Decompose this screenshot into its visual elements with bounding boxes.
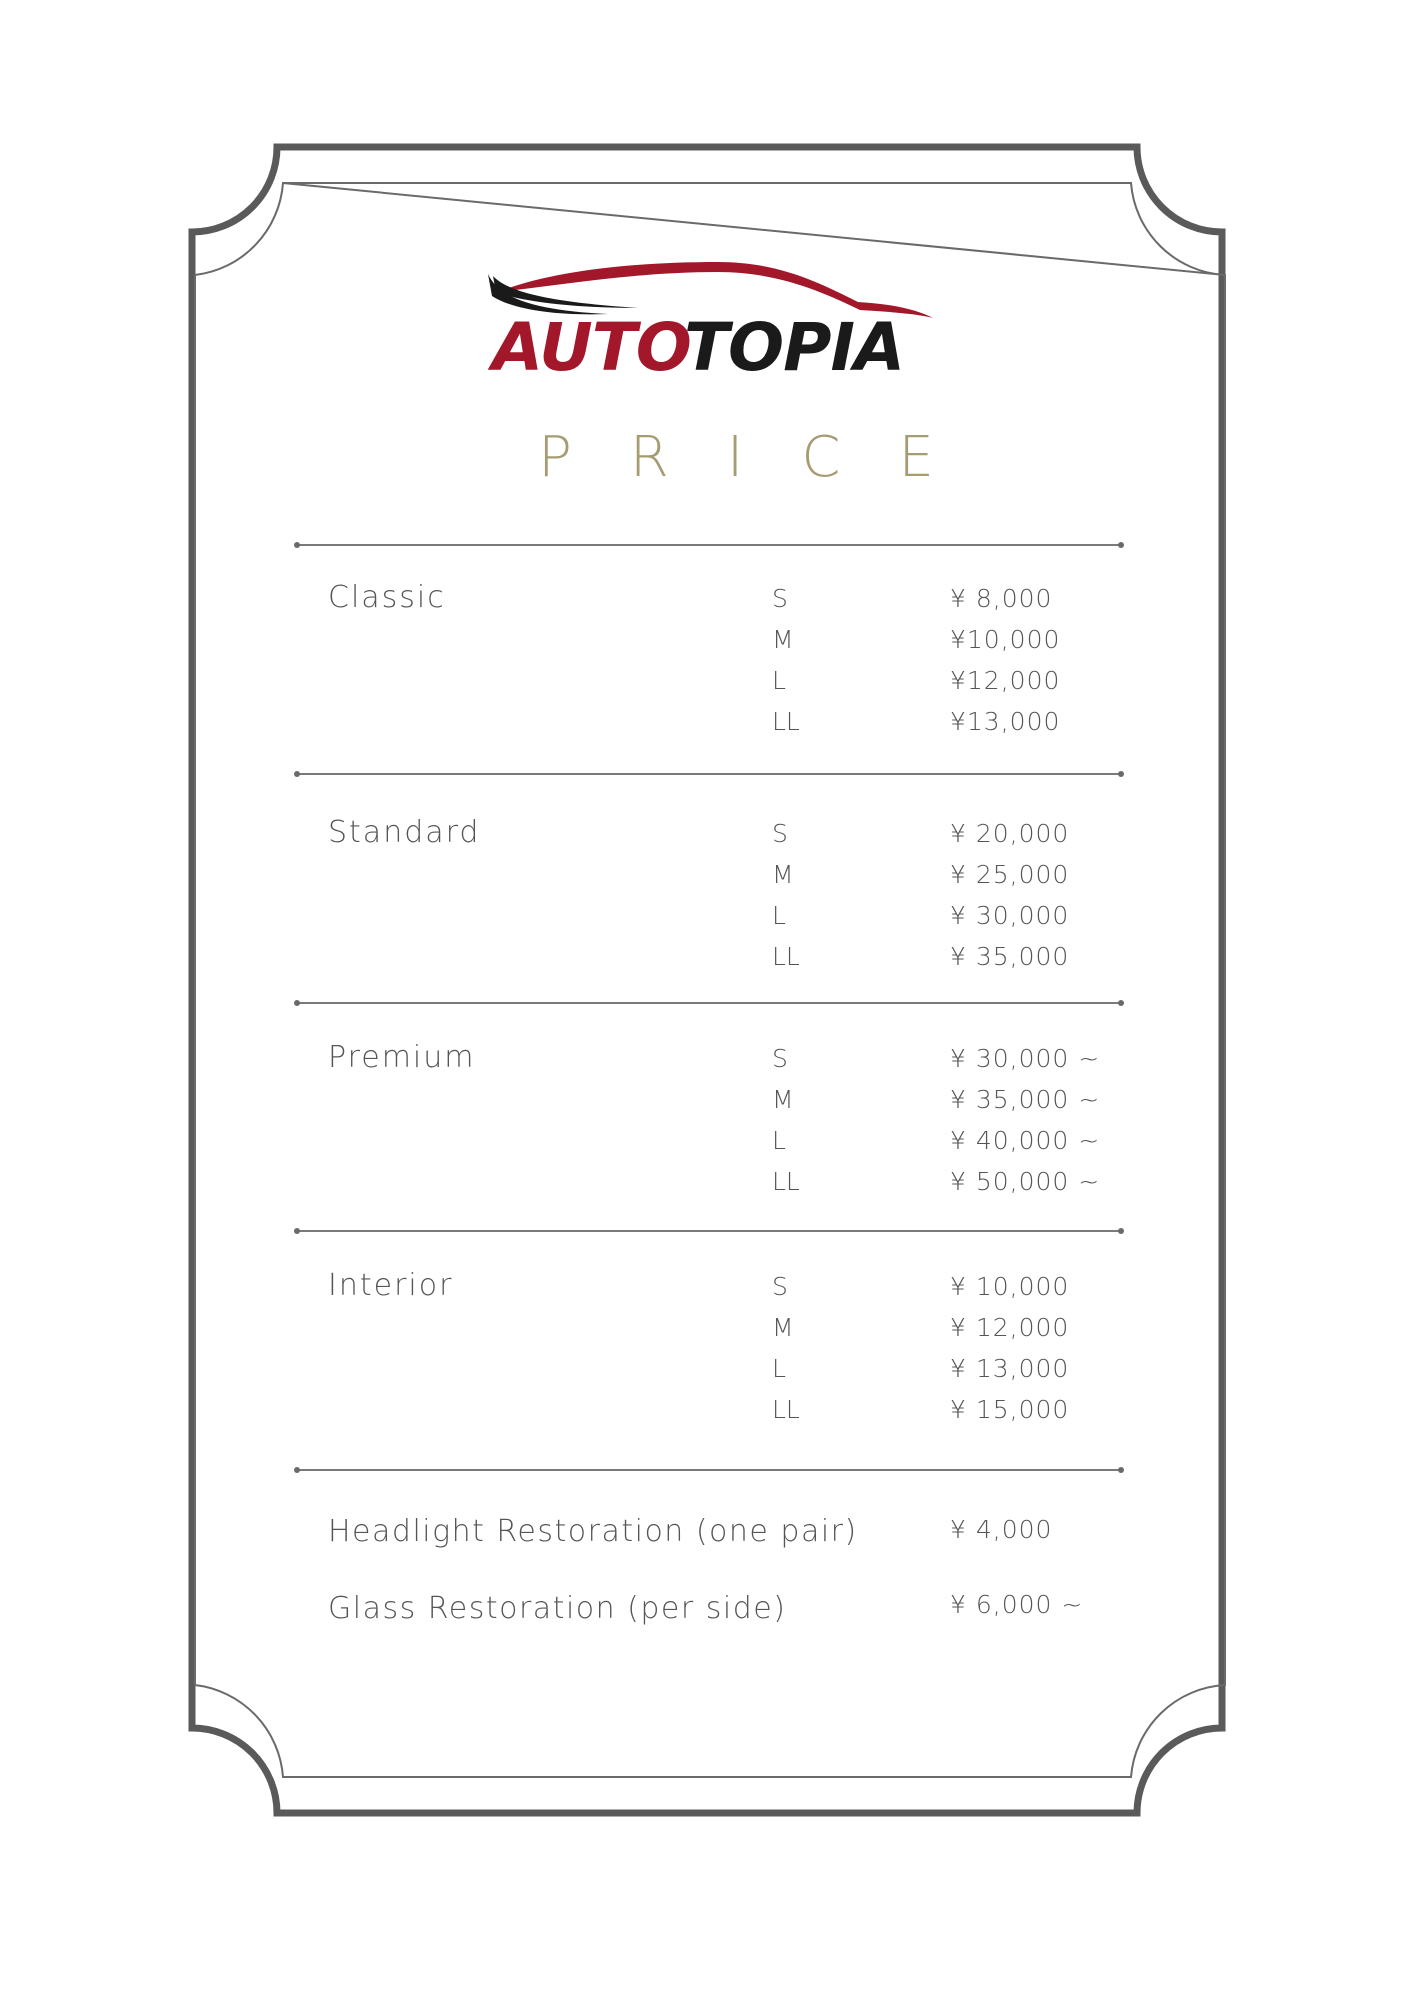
category-name: Interior (328, 1268, 454, 1303)
extra-service-name: Headlight Restoration (one pair) (328, 1514, 858, 1549)
extra-service-price: ¥ 4,000 (950, 1515, 1053, 1544)
price-row (0, 619, 1414, 660)
price-value: ¥ 8,000 (950, 584, 1053, 613)
price-row (0, 1266, 1414, 1307)
price-row (0, 1348, 1414, 1389)
price-row (0, 813, 1414, 854)
section-divider (296, 1469, 1122, 1471)
price-value: ¥12,000 (950, 666, 1061, 695)
price-value: ¥ 10,000 (950, 1272, 1070, 1301)
size-label: LL (772, 1395, 800, 1424)
section-divider (296, 1230, 1122, 1232)
price-value: ¥ 25,000 (950, 860, 1070, 889)
price-row (0, 1079, 1414, 1120)
price-value: ¥ 30,000 ~ (950, 1044, 1101, 1073)
size-label: L (772, 666, 786, 695)
size-label: LL (772, 942, 800, 971)
price-row (0, 1038, 1414, 1079)
price-row (0, 578, 1414, 619)
category-name: Classic (328, 580, 446, 615)
price-value: ¥ 40,000 ~ (950, 1126, 1101, 1155)
price-value: ¥ 50,000 ~ (950, 1167, 1101, 1196)
section-divider (296, 773, 1122, 775)
section-divider (296, 544, 1122, 546)
page-title: PRICE (538, 425, 992, 490)
price-row (0, 1307, 1414, 1348)
price-row (0, 854, 1414, 895)
price-row (0, 936, 1414, 977)
price-value: ¥ 35,000 (950, 942, 1070, 971)
price-value: ¥ 30,000 (950, 901, 1070, 930)
price-row (0, 895, 1414, 936)
price-value: ¥ 12,000 (950, 1313, 1070, 1342)
price-value: ¥ 35,000 ~ (950, 1085, 1101, 1114)
logo-text-topia: TOPIA (684, 309, 905, 382)
size-label: S (772, 1044, 788, 1073)
extra-service-price: ¥ 6,000 ~ (950, 1590, 1084, 1619)
price-value: ¥ 20,000 (950, 819, 1070, 848)
size-label: LL (772, 1167, 800, 1196)
price-row (0, 1120, 1414, 1161)
autotopia-logo (488, 262, 938, 382)
outer-frame-border (192, 147, 1222, 1813)
size-label: L (772, 1354, 786, 1383)
size-label: LL (772, 707, 800, 736)
category-name: Premium (328, 1040, 476, 1075)
size-label: M (772, 625, 794, 654)
price-value: ¥10,000 (950, 625, 1061, 654)
section-divider (296, 1002, 1122, 1004)
size-label: M (772, 1313, 794, 1342)
price-row (0, 1161, 1414, 1202)
price-row (0, 660, 1414, 701)
price-row (0, 701, 1414, 742)
size-label: L (772, 1126, 786, 1155)
size-label: M (772, 860, 794, 889)
size-label: S (772, 819, 788, 848)
price-value: ¥ 15,000 (950, 1395, 1070, 1424)
price-value: ¥13,000 (950, 707, 1061, 736)
price-row (0, 1389, 1414, 1430)
extra-service-name: Glass Restoration (per side) (328, 1591, 787, 1626)
size-label: L (772, 901, 786, 930)
price-value: ¥ 13,000 (950, 1354, 1070, 1383)
size-label: S (772, 584, 788, 613)
size-label: M (772, 1085, 794, 1114)
size-label: S (772, 1272, 788, 1301)
logo-text-auto: AUTO (492, 309, 691, 382)
category-name: Standard (328, 815, 481, 850)
